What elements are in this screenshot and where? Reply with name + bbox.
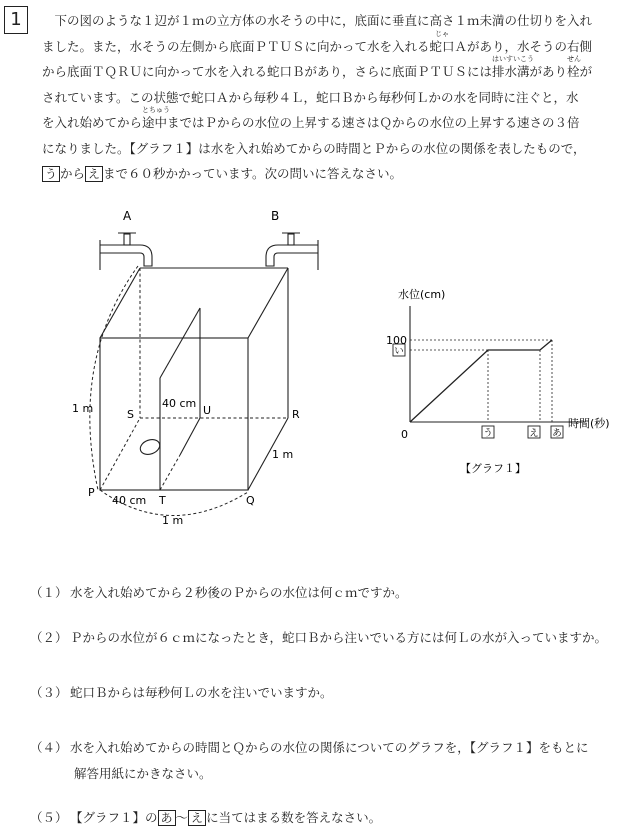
point-s: S (127, 408, 134, 421)
chart-ylabel: 水位(cm) (398, 288, 446, 301)
intro-line-7: う から え まで６０秒かかっています。次の問いに答えなさい。 (42, 161, 636, 187)
top-right-edge (248, 268, 288, 338)
partition-bottom-edge (180, 418, 200, 455)
intro-line-3: から底面ＴＱＲＵに向かって水を入れる蛇口Ｂがあり，さらに底面ＰＴＵＳには はいすいこう 排水溝があり せん 栓が (42, 55, 593, 79)
xtick-a: あ (552, 428, 562, 439)
chart-ytick-100: 100 (386, 334, 407, 347)
partition-base-hidden (160, 455, 180, 490)
partition-top-edge (160, 308, 200, 378)
faucet-b-icon (266, 233, 318, 270)
box-u: う (42, 166, 60, 182)
point-u: U (203, 404, 212, 417)
partition-height-label: 40 cm (162, 397, 197, 410)
intro-line-2: ました。また，水そうの左側から底面ＰＴＵＳに向かって水を入れる じゃ 蛇口Ａがあり，水そうの右側 (42, 29, 593, 54)
point-q: Q (246, 494, 255, 507)
point-t: T (159, 494, 166, 507)
box-e: え (85, 166, 103, 182)
series-line (410, 340, 552, 422)
xtick-u: う (483, 428, 493, 439)
ruby-tochu: とちゅう 途中 (142, 106, 171, 130)
box-a: あ (158, 810, 176, 826)
xtick-e: え (529, 428, 539, 439)
box-e-q5: え (188, 810, 206, 826)
chart-xlabel: 時間(秒) (568, 417, 610, 430)
ruby-sen: せん 栓 (567, 55, 582, 79)
hidden-bottom-left-edge (100, 418, 140, 490)
chart-area (393, 306, 585, 439)
question-3: （３） 蛇口Ｂからは毎秒何Ｌの水を注いでいますか。 (30, 685, 333, 700)
front-face (100, 338, 248, 490)
tank-figure (60, 200, 360, 530)
intro-line-4: されています。この状態で蛇口Ａから毎秒４Ｌ，蛇口Ｂから毎秒何Ｌかの水を同時に注ぐと，水 (42, 89, 579, 105)
chart-origin-label: 0 (401, 428, 408, 441)
edge-right-label: 1 m (272, 448, 294, 461)
question-number: 1 (4, 6, 28, 34)
intro-line-5: を入れ始めてから とちゅう 途中まではＰからの水位の上昇する速さはＱからの水位の上昇する速さの３倍 (42, 106, 580, 130)
point-p: P (88, 486, 95, 499)
question-2: （２） Ｐからの水位が６ｃｍになったとき，蛇口Ｂから注いでいる方には何Ｌの水が入っていますか。 (30, 630, 608, 645)
faucet-b-label: B (271, 209, 280, 223)
faucet-a-label: A (123, 209, 132, 223)
drain-hole (138, 437, 162, 457)
top-left-edge (100, 268, 140, 338)
point-r: R (292, 408, 300, 421)
edge-left-label: 1 m (72, 402, 94, 415)
question-5: （５） 【グラフ１】の あ ～ え に当てはまる数を答えなさい。 (30, 810, 382, 825)
pt-length-label: 40 cm (112, 494, 147, 507)
faucet-a-icon (100, 233, 152, 270)
problem-statement (42, 8, 636, 187)
question-4: （４） 水を入れ始めてからの時間とＱからの水位の関係についてのグラフを，【グラフ１】をもとに 解答用紙にかきなさい。 (30, 740, 589, 781)
ytick-i: い (394, 346, 404, 357)
graph-1 (380, 280, 630, 480)
chart-title: 【グラフ１】 (460, 462, 526, 475)
intro-line-6: になりました。【グラフ１】は水を入れ始めてからの時間とＰからの水位の関係を表したもので， (42, 140, 586, 156)
arc-left-1m (90, 266, 138, 490)
ruby-haisuikou: はいすいこう 排水溝 (492, 55, 535, 79)
ruby-jaguchi: じゃ 蛇口 (429, 29, 455, 54)
question-1: （１） 水を入れ始めてから２秒後のＰからの水位は何ｃｍですか。 (30, 585, 408, 600)
edge-bottom-label: 1 m (162, 514, 184, 527)
intro-line-1: 下の図のような１辺が１ｍの立方体の水そうの中に，底面に垂直に高さ１ｍ未満の仕切りを入れ (54, 13, 593, 28)
